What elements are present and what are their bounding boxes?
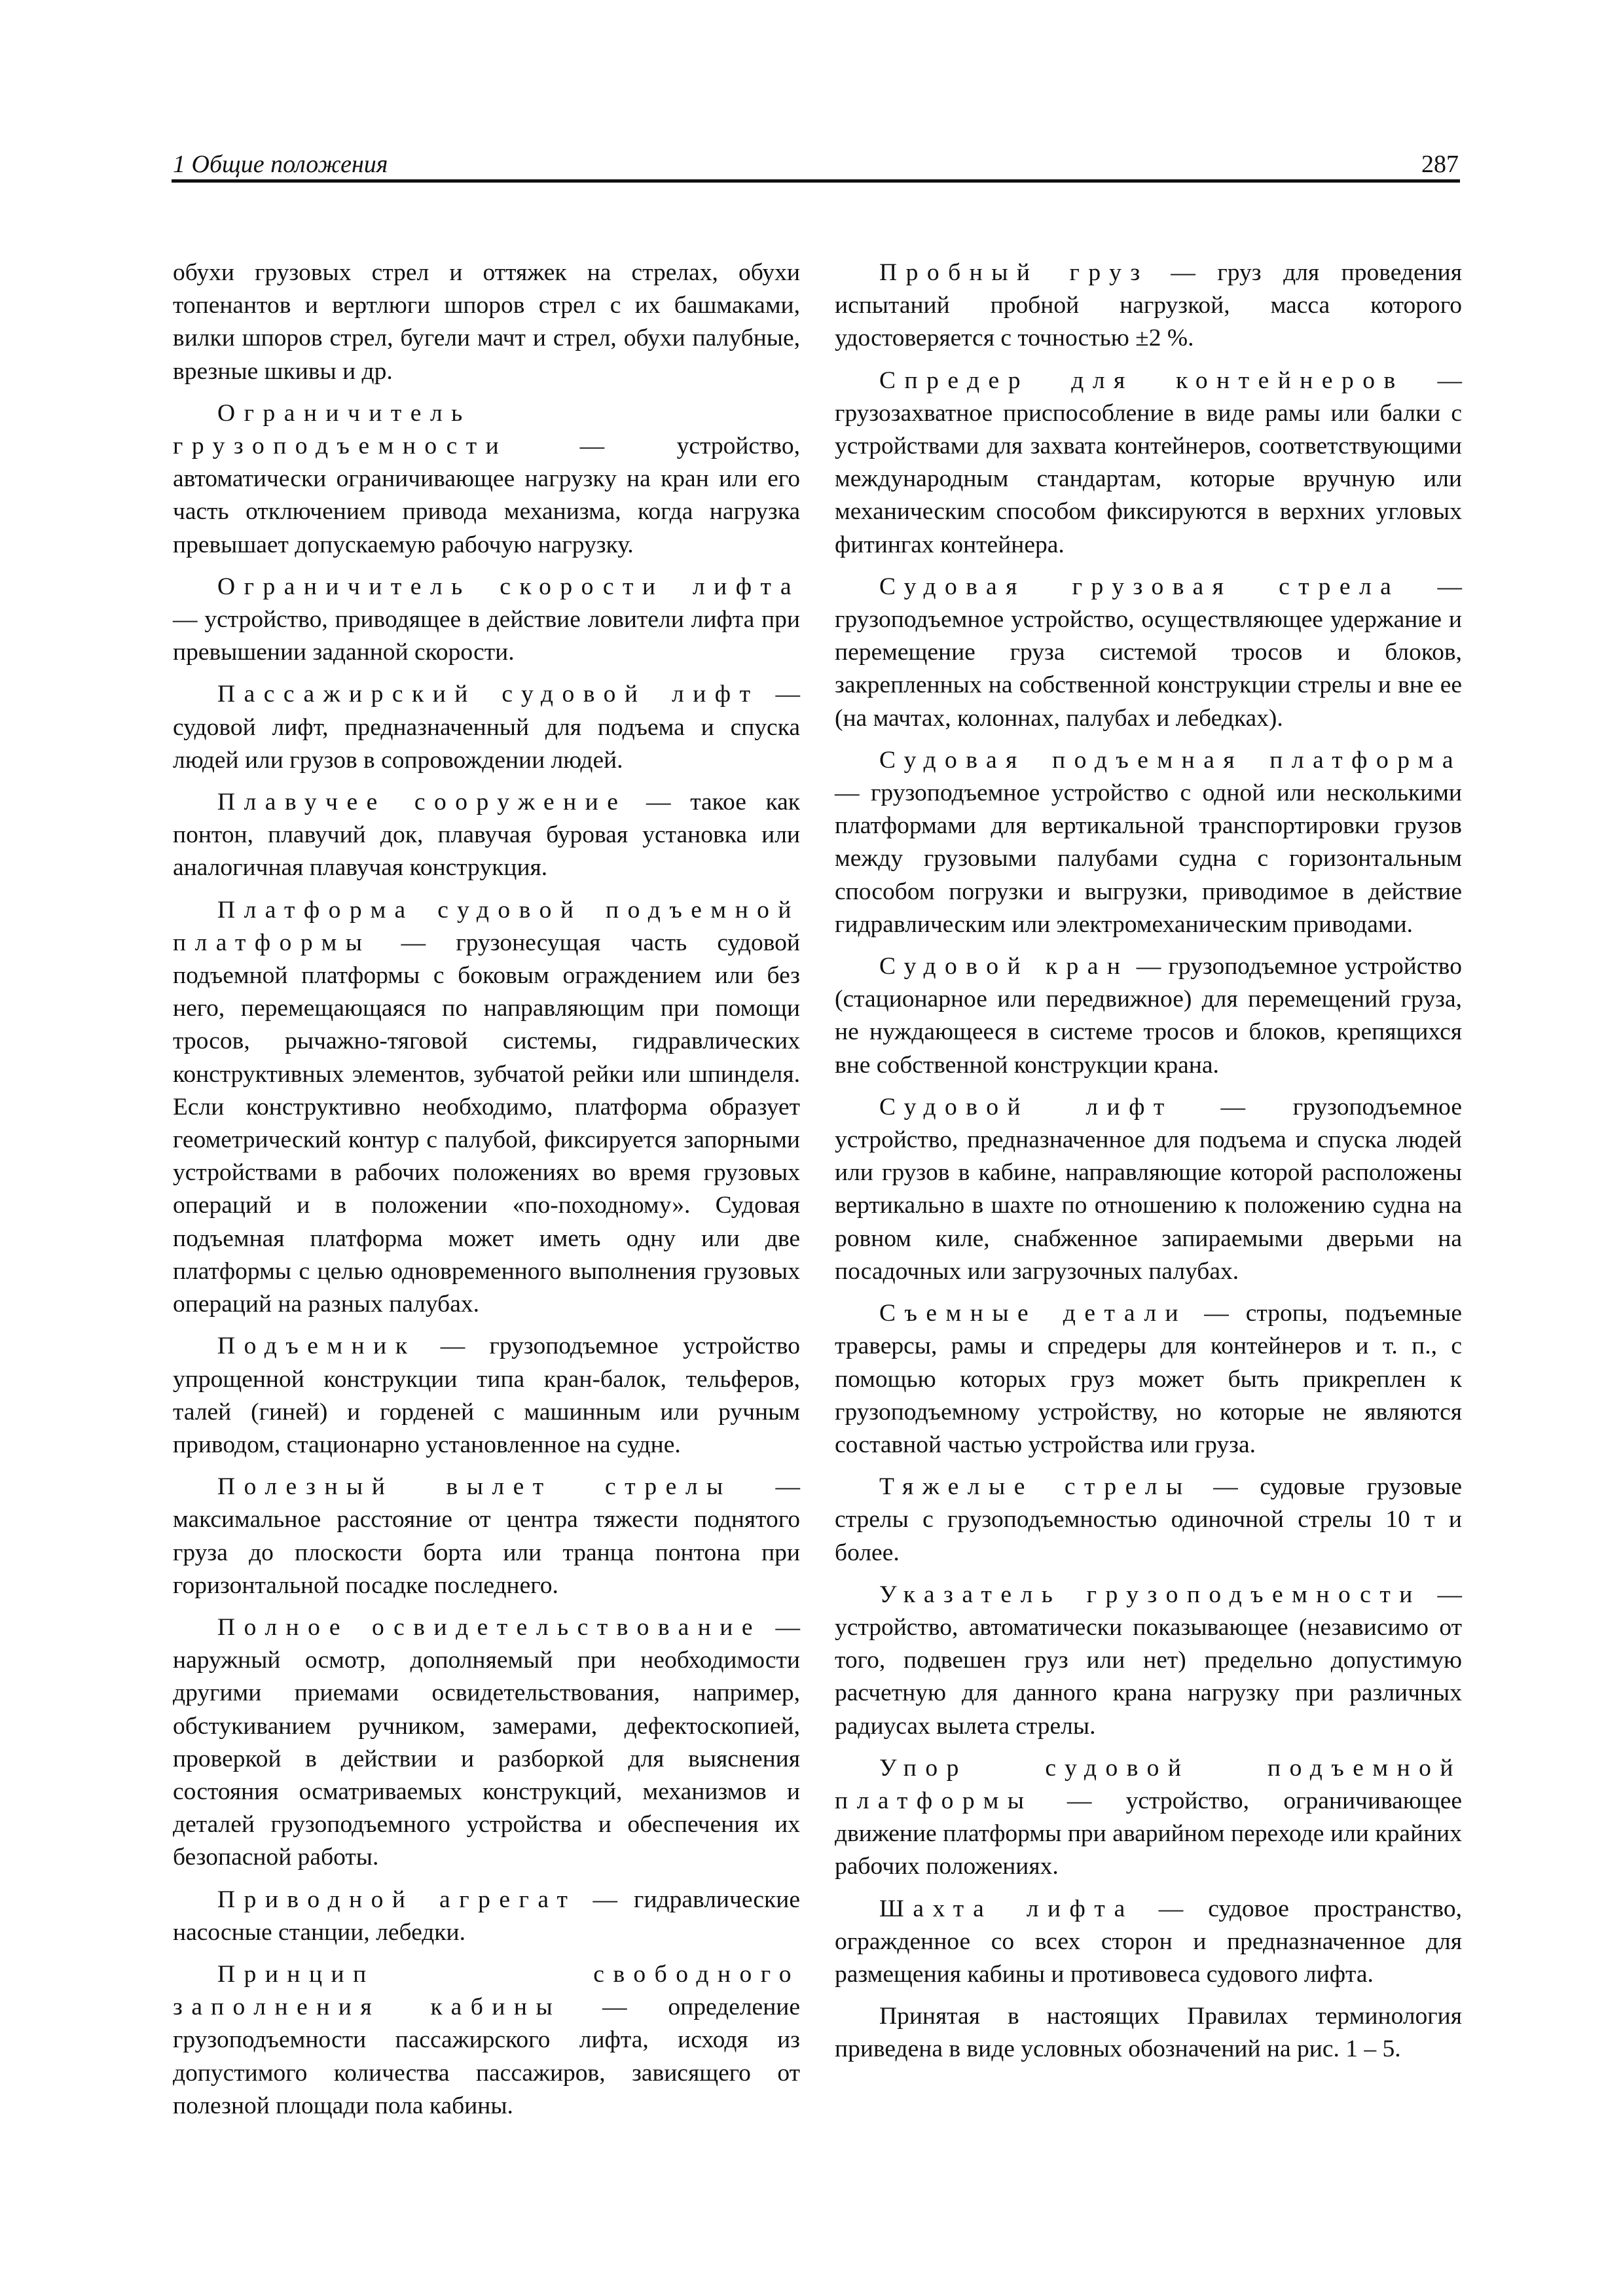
- definition-text: — грузоподъемное устройство, осуществляющее удержание и перемещение груза системой тросов и блоков, закрепленных на собственной конструкции стрелы и вне ее (на мачтах, колоннах, палубах и лебедках).: [835, 573, 1462, 732]
- defined-term: Полное освидетельствование: [217, 1613, 762, 1641]
- definition-paragraph: [835, 365, 1462, 562]
- definition-paragraph: [173, 1330, 800, 1462]
- definition-paragraph: [835, 1297, 1462, 1462]
- running-header: [172, 149, 1460, 183]
- defined-term: Судовой кран: [879, 953, 1129, 980]
- definition-paragraph: [835, 571, 1462, 735]
- defined-term: Указатель грузоподъемности: [879, 1581, 1421, 1608]
- definition-text: — судовой лифт, предназначенный для подъема и спуска людей или грузов в сопровождении людей.: [173, 681, 800, 774]
- definition-text: — максимальное расстояние от центра тяжести поднятого груза до плоскости борта или транца понтона при горизонтальной посадке последнего.: [173, 1473, 800, 1599]
- defined-term: Ограничитель грузоподъемности: [173, 399, 508, 460]
- definition-paragraph: [173, 1884, 800, 1949]
- right-column: [835, 257, 1462, 2075]
- page-number: 287: [1421, 151, 1459, 178]
- definition-text: — стропы, подъемные траверсы, рамы и спредеры для контейнеров и т. п., с помощью которых груз может быть прикреплен к грузоподъемному устройству, но которые не являются составной частью устройства или груза.: [835, 1300, 1462, 1458]
- definition-text: — устройство, автоматически ограничивающее нагрузку на кран или его часть отключением привода механизма, когда нагрузка превышает допускаемую рабочую нагрузку.: [173, 433, 800, 558]
- definition-paragraph: [835, 950, 1462, 1082]
- defined-term: Шахта лифта: [879, 1895, 1134, 1922]
- definition-text: — устройство, ограничивающее движение платформы при аварийном переходе или крайних рабочих положениях.: [835, 1787, 1462, 1880]
- definition-paragraph: [835, 1752, 1462, 1884]
- defined-term: Судовая подъемная платформа: [879, 746, 1462, 774]
- defined-term: Судовой лифт: [879, 1093, 1173, 1121]
- definition-paragraph: [835, 1091, 1462, 1288]
- definition-paragraph: [835, 744, 1462, 941]
- definition-paragraph: [173, 1958, 800, 2123]
- defined-term: Спредер для контейнеров: [879, 367, 1404, 394]
- definition-paragraph: [173, 571, 800, 670]
- definition-text: — судовое пространство, огражденное со всех сторон и предназначенное для размещения кабины и противовеса судового лифта.: [835, 1895, 1462, 1988]
- section-title: 1 Общие положения: [173, 151, 388, 178]
- definition-text: — наружный осмотр, дополняемый при необходимости другими приемами освидетельствования, например, обстукиванием ручником, замерами, дефектоскопией, проверкой в действии и разборкой для выяснения состояния осматриваемых конструкций, механизмов и деталей грузоподъемного устройства и обеспечения их безопасной работы.: [173, 1613, 801, 1871]
- defined-term: Тяжелые стрелы: [879, 1473, 1192, 1501]
- defined-term: Полезный вылет стрелы: [217, 1473, 732, 1501]
- definition-text: — устройство, приводящее в действие ловители лифта при превышении заданной скорости.: [173, 606, 800, 666]
- definition-text: — гидравлические насосные станции, лебедки.: [173, 1886, 800, 1946]
- definition-paragraph: [835, 1579, 1462, 1743]
- defined-term: Упор судовой подъемной платформы: [835, 1754, 1462, 1814]
- definition-text: — определение грузоподъемности пассажирского лифта, исходя из допустимого количества пассажиров, зависящего от полезной площади пола кабины.: [173, 1994, 800, 2119]
- definition-paragraph: [173, 678, 800, 777]
- definition-text: — судовые грузовые стрелы с грузоподъемностью одиночной стрелы 10 т и более.: [835, 1473, 1462, 1566]
- definition-text: — грузозахватное приспособление в виде рамы или балки с устройствами для захвата контейнеров, соответствующими международным стандартам, которые вручную или механическим способом фиксируются в верхних угловых фитингах контейнера.: [835, 367, 1462, 558]
- definition-paragraph: [173, 397, 800, 562]
- paragraph: обухи грузовых стрел и оттяжек на стрелах, обухи топенантов и вертлюги шпоров стрел с их башмаками, вилки шпоров стрел, бугели мачт и стрел, обухи палубные, врезные шкивы и др.: [173, 259, 800, 385]
- definition-text: — грузоподъемное устройство, предназначенное для подъема и спуска людей или грузов в кабине, направляющие которой расположены вертикально в шахте по отношению к положению судна на ровном киле, снабженное запираемыми дверьми на посадочных или загрузочных палубах.: [835, 1093, 1462, 1285]
- defined-term: Пробный груз: [879, 259, 1149, 286]
- defined-term: Судовая грузовая стрела: [879, 573, 1400, 600]
- definition-paragraph: [835, 1471, 1462, 1570]
- definition-paragraph: [173, 1611, 800, 1874]
- definition-paragraph: [173, 786, 800, 885]
- definition-paragraph: [835, 257, 1462, 355]
- defined-term: Пассажирский судовой лифт: [217, 681, 759, 708]
- definition-paragraph: [173, 894, 800, 1321]
- defined-term: Приводной агрегат: [217, 1886, 577, 1913]
- definition-text: — грузонесущая часть судовой подъемной платформы с боковым ограждением или без него, перемещающаяся по направляющим при помощи тросов, рычажно-тяговой системы, гидравлических конструктивных элементов, зубчатой рейки или шпинделя. Если конструктивно необходимо, платформа образует геометрический контур с палубой, фиксируется запорными устройствами в рабочих положениях во время грузовых операций и в положении «по-походному». Судовая подъемная платформа может иметь одну или две платформы с целью одновременного выполнения грузовых операций на разных палубах.: [173, 929, 800, 1318]
- definition-paragraph: [835, 1893, 1462, 1992]
- definition-text: — устройство, автоматически показывающее (независимо от того, подвешен груз или нет) предельно допустимую расчетную для данного крана нагрузку при различных радиусах вылета стрелы.: [835, 1581, 1462, 1740]
- defined-term: Плавучее сооружение: [217, 789, 627, 816]
- definition-text: — грузоподъемное устройство с одной или несколькими платформами для вертикальной транспортировки грузов между грузовыми палубами судна с горизонтальным способом погрузки и выгрузки, приводимое в действие гидравлическим или электромеханическим приводами.: [835, 780, 1462, 938]
- defined-term: Съемные детали: [879, 1300, 1188, 1327]
- definition-text: — грузоподъемное устройство упрощенной конструкции типа кран-балок, тельферов, талей (гиней) и горденей с машинным или ручным приводом, стационарно установленное на судне.: [173, 1333, 800, 1458]
- definition-text: — такое как понтон, плавучий док, плавучая буровая установка или аналогичная плавучая конструкция.: [173, 789, 800, 882]
- defined-term: Подъемник: [217, 1333, 416, 1360]
- defined-term: Платформа судовой подъемной платформы: [173, 896, 800, 956]
- left-column: [173, 257, 800, 2132]
- definition-text: — груз для проведения испытаний пробной нагрузкой, масса которого удостоверяется с точностью ±2 %.: [835, 259, 1462, 352]
- paragraph: Принятая в настоящих Правилах терминология приведена в виде условных обозначений на рис. 1 – 5.: [835, 2003, 1462, 2063]
- defined-term: Ограничитель скорости лифта: [217, 573, 800, 600]
- definition-paragraph: [173, 1471, 800, 1602]
- defined-term: Принцип свободного заполнения кабины: [173, 1960, 800, 2021]
- definition-text: — грузоподъемное устройство (стационарное или передвижное) для перемещений груза, не нуждающееся в системе тросов и блоков, крепящихся вне собственной конструкции крана.: [835, 953, 1463, 1079]
